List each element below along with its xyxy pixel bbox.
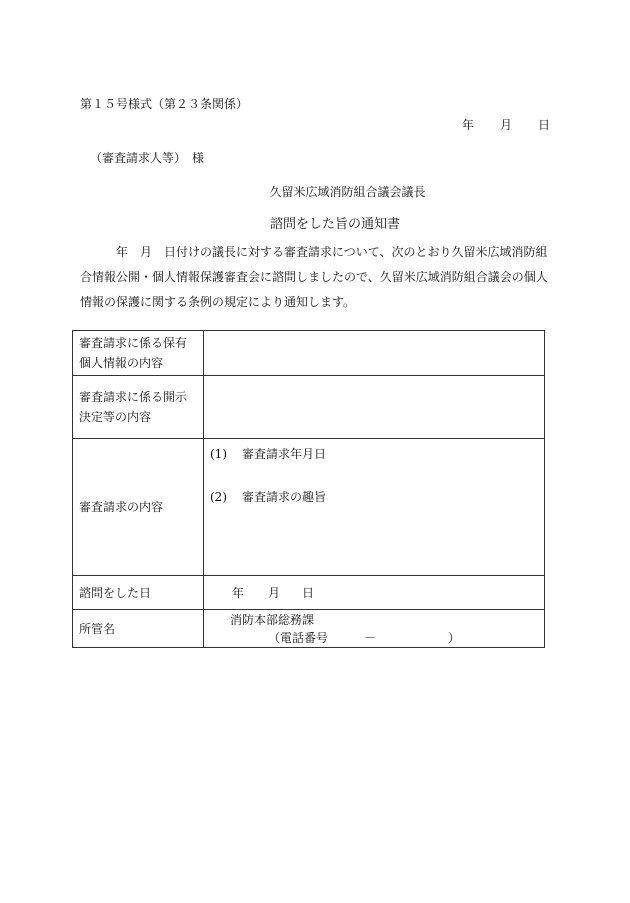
- phone-number: （電話番号 － ）: [268, 630, 461, 645]
- table-row: [73, 610, 545, 648]
- item-text: 審査請求の趣旨: [242, 490, 327, 504]
- issue-date: [462, 119, 550, 131]
- issuer-name: 久留米広域消防組合議会議長: [269, 185, 426, 199]
- info-table: [72, 330, 545, 648]
- request-item: [210, 445, 538, 462]
- department-name: 消防本部総務課: [230, 612, 315, 627]
- date-year: 年: [232, 586, 245, 600]
- body-line: 年 月 日付けの議長に対する審査請求について、次のとおり久留米広域消防組: [80, 245, 548, 259]
- body-line: 合情報公開・個人情報保護審査会に諮問しましたので、久留米広域消防組合議会の個人: [80, 270, 548, 284]
- date-day: 日: [537, 118, 550, 132]
- date-day: 日: [302, 586, 315, 600]
- body-text: [80, 240, 550, 315]
- department-cell: [204, 610, 545, 648]
- row-label: 所管名: [73, 610, 204, 648]
- table-row: [73, 376, 545, 439]
- row-label: 審査請求に係る保有個人情報の内容: [73, 331, 204, 376]
- body-line: 情報の保護に関する条例の規定により通知します。: [80, 295, 356, 309]
- row-value: [204, 331, 545, 376]
- date-year: 年: [461, 118, 474, 132]
- consult-date: [204, 576, 545, 610]
- table-row: [73, 439, 545, 576]
- row-label: 審査請求の内容: [73, 439, 204, 576]
- table-row: [73, 576, 545, 610]
- request-item: [210, 488, 538, 505]
- item-number: (1): [210, 447, 227, 461]
- item-number: (2): [210, 490, 227, 504]
- row-value: [204, 376, 545, 439]
- date-month: 月: [499, 118, 512, 132]
- form-number: 第１５号様式（第２３条関係）: [80, 97, 249, 111]
- addressee: （審査請求人等） 様: [90, 151, 205, 165]
- row-label: 諮問をした日: [73, 576, 204, 610]
- document-title: 諮問をした旨の通知書: [269, 217, 400, 232]
- date-month: 月: [268, 586, 281, 600]
- item-text: 審査請求年月日: [242, 447, 327, 461]
- request-details: [204, 439, 545, 576]
- table-row: [73, 331, 545, 376]
- row-label: 審査請求に係る開示決定等の内容: [73, 376, 204, 439]
